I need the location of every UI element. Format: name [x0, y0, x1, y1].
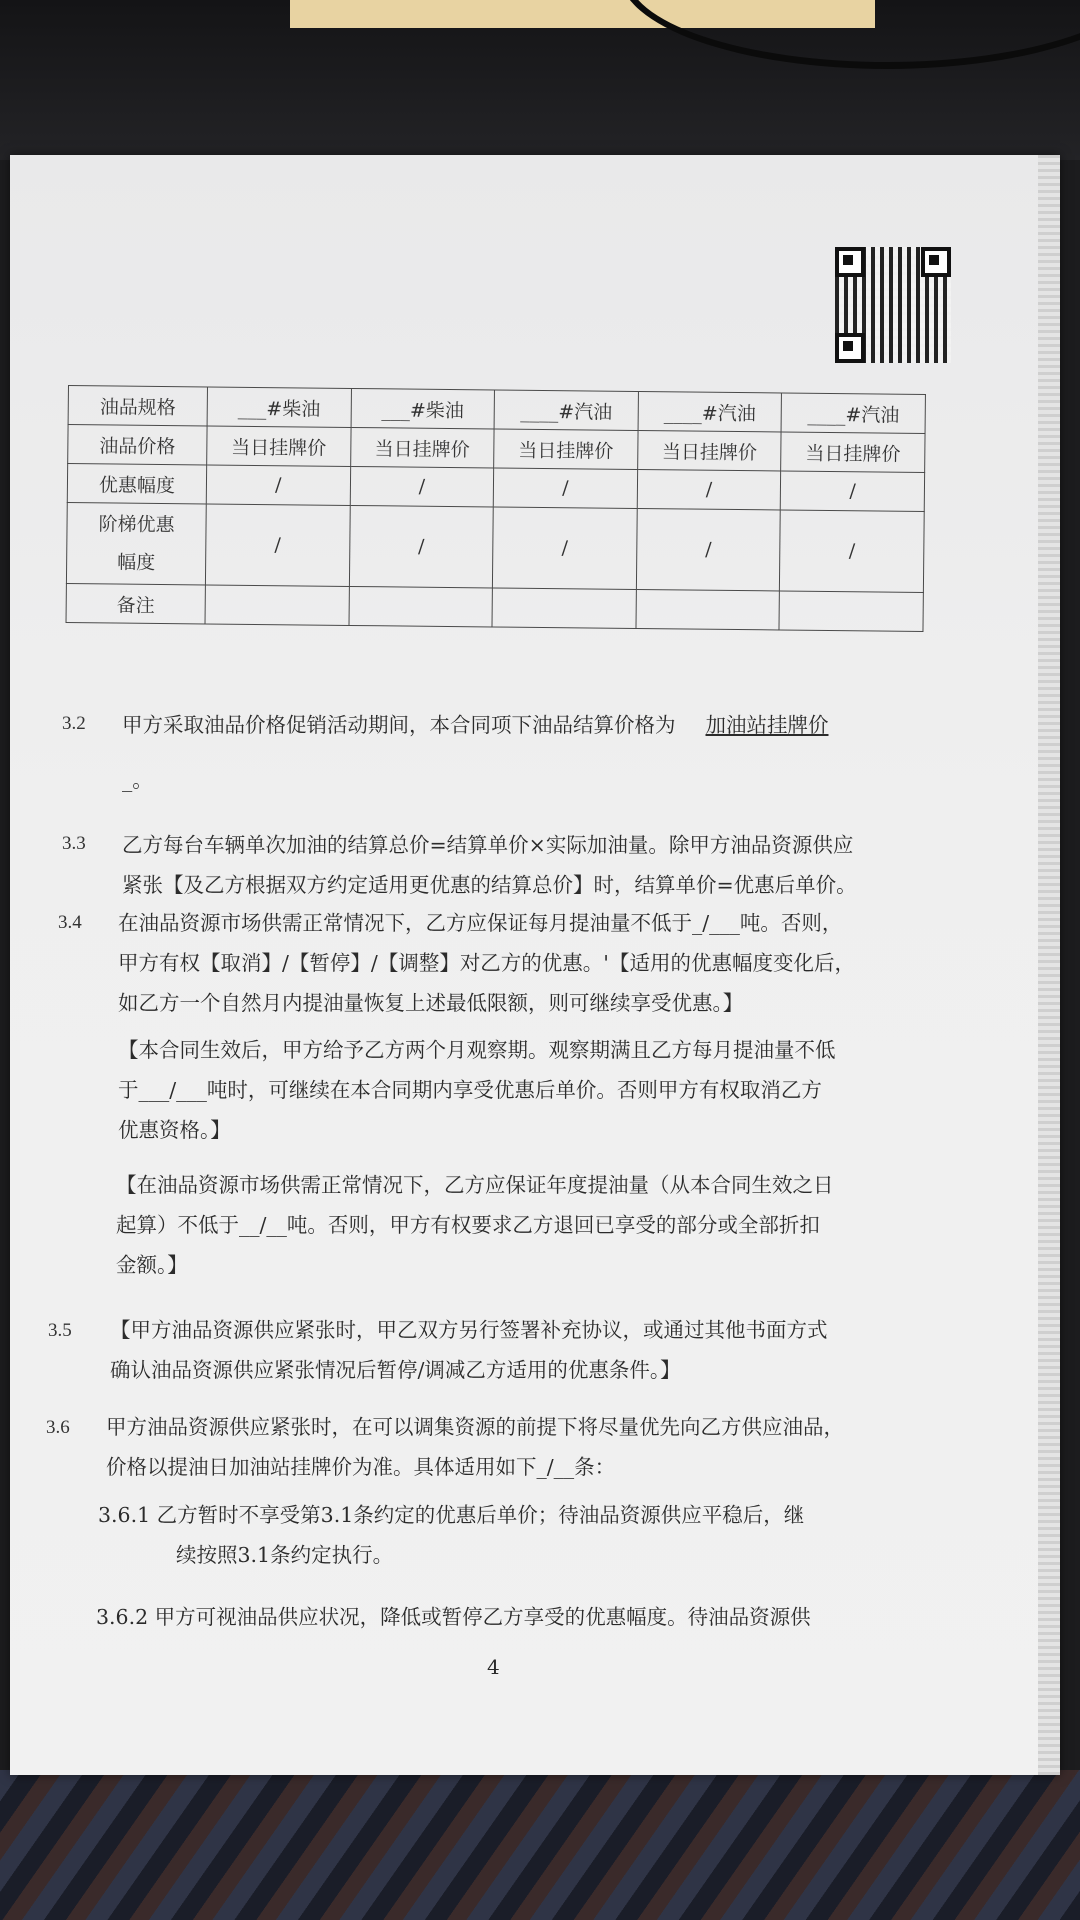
row-label: 备注: [66, 583, 205, 623]
spec-cell: ___#柴油: [351, 388, 495, 429]
row-label: [66, 502, 206, 584]
page-number: 4: [487, 1655, 500, 1679]
clause-line: 在油品资源市场供需正常情况下，乙方应保证每月提油量不低于_/___吨。否则，: [118, 911, 843, 935]
spec-cell: ____#汽油: [494, 390, 638, 431]
remark-cell: [636, 589, 780, 630]
remark-cell: [205, 585, 349, 626]
tier-cell: /: [205, 504, 349, 586]
clause-line: 紧张【及乙方根据双方约定适用更优惠的结算总价】时，结算单价=优惠后单价。: [122, 873, 857, 897]
clause-line: 甲方有权【取消】/【暂停】/【调整】对乙方的优惠。'【适用的优惠幅度变化后，: [118, 951, 855, 975]
clause-3-6-1: [98, 1495, 804, 1575]
clause-line: 【本合同生效后，甲方给予乙方两个月观察期。观察期满且乙方每月提油量不低: [118, 1038, 836, 1062]
price-cell: 当日挂牌价: [207, 426, 351, 467]
qr-finder-icon: [921, 247, 951, 277]
discount-cell: /: [350, 466, 494, 507]
remark-cell: [492, 588, 636, 629]
clause-line: 如乙方一个自然月内提油量恢复上述最低限额，则可继续享受优惠。】: [118, 991, 744, 1015]
remark-cell: [349, 586, 493, 627]
clause-line: 价格以提油日加油站挂牌价为准。具体适用如下_/__条：: [106, 1455, 616, 1479]
clause-number: 3.2: [62, 713, 86, 734]
price-cell: 当日挂牌价: [781, 432, 925, 473]
price-cell: 当日挂牌价: [637, 430, 781, 471]
qr-finder-icon: [835, 247, 865, 277]
discount-cell: /: [781, 471, 925, 512]
clause-number: 3.4: [58, 912, 82, 933]
fuel-spec-table: [66, 385, 926, 632]
price-cell: 当日挂牌价: [494, 429, 638, 470]
tier-cell: /: [780, 510, 924, 592]
clause-text: 甲方采取油品价格促销活动期间，本合同项下油品结算价格为: [122, 713, 676, 737]
spec-cell: ____#汽油: [638, 391, 782, 432]
tier-cell: /: [349, 505, 493, 587]
clause-number: 3.6: [46, 1417, 70, 1438]
tier-cell: /: [493, 507, 637, 589]
row-label: 优惠幅度: [67, 464, 206, 504]
clause-3-2: [122, 705, 952, 745]
clause-line: 甲方油品资源供应紧张时，在可以调集资源的前提下将尽量优先向乙方供应油品，: [106, 1415, 844, 1439]
discount-cell: /: [206, 465, 350, 506]
clause-line: 【甲方油品资源供应紧张时，甲乙双方另行签署补充协议，或通过其他书面方式: [110, 1318, 828, 1342]
clause-line: 3.6.2 甲方可视油品供应状况，降低或暂停乙方享受的优惠幅度。待油品资源供: [96, 1605, 811, 1629]
clause-line: 于___/___吨时，可继续在本合同期内享受优惠后单价。否则甲方有权取消乙方: [118, 1078, 822, 1102]
clause-line: 优惠资格。】: [118, 1118, 231, 1142]
clause-line: 金额。】: [116, 1253, 188, 1277]
row-label: 油品规格: [68, 386, 207, 426]
clause-line: 续按照3.1条约定执行。: [176, 1543, 394, 1567]
clause-line: 【在油品资源市场供需正常情况下，乙方应保证年度提油量（从本合同生效之日: [116, 1173, 834, 1197]
clause-3-2-tail: _。: [122, 768, 153, 792]
qr-code: [835, 247, 951, 363]
clause-3-6-2: [96, 1597, 811, 1637]
page-edge: [1038, 155, 1060, 1775]
settlement-price-fill: 加油站挂牌价: [705, 713, 829, 737]
spec-cell: ___#柴油: [207, 387, 351, 428]
clause-number: 3.5: [48, 1320, 72, 1341]
clause-3-4-annual: [116, 1165, 834, 1285]
clause-line: 3.6.1 乙方暂时不享受第3.1条约定的优惠后单价；待油品资源供应平稳后，继: [98, 1503, 805, 1527]
floor-background: [0, 1770, 1080, 1920]
remark-cell: [779, 591, 923, 632]
clause-line: 乙方每台车辆单次加油的结算总价=结算单价×实际加油量。除甲方油品资源供应: [122, 833, 854, 857]
row-label-text: 阶梯优惠幅度: [98, 513, 175, 574]
clause-line: 确认油品资源供应紧张情况后暂停/调减乙方适用的优惠条件。】: [110, 1358, 681, 1382]
clause-3-3: [122, 825, 857, 905]
document-page: [10, 155, 1060, 1775]
clause-number: 3.3: [62, 833, 86, 854]
clause-line: 起算）不低于__/__吨。否则，甲方有权要求乙方退回已享受的部分或全部折扣: [116, 1213, 820, 1237]
clause-3-4-observation: [118, 1030, 836, 1150]
clause-3-4: [118, 903, 855, 1023]
price-cell: 当日挂牌价: [350, 427, 494, 468]
qr-finder-icon: [835, 333, 865, 363]
spec-cell: ____#汽油: [781, 393, 925, 434]
discount-cell: /: [493, 468, 637, 509]
clause-3-6: [106, 1407, 844, 1487]
discount-cell: /: [637, 469, 781, 510]
tier-cell: /: [636, 508, 780, 590]
clause-3-5: [110, 1310, 828, 1390]
row-label: 油品价格: [68, 425, 207, 465]
